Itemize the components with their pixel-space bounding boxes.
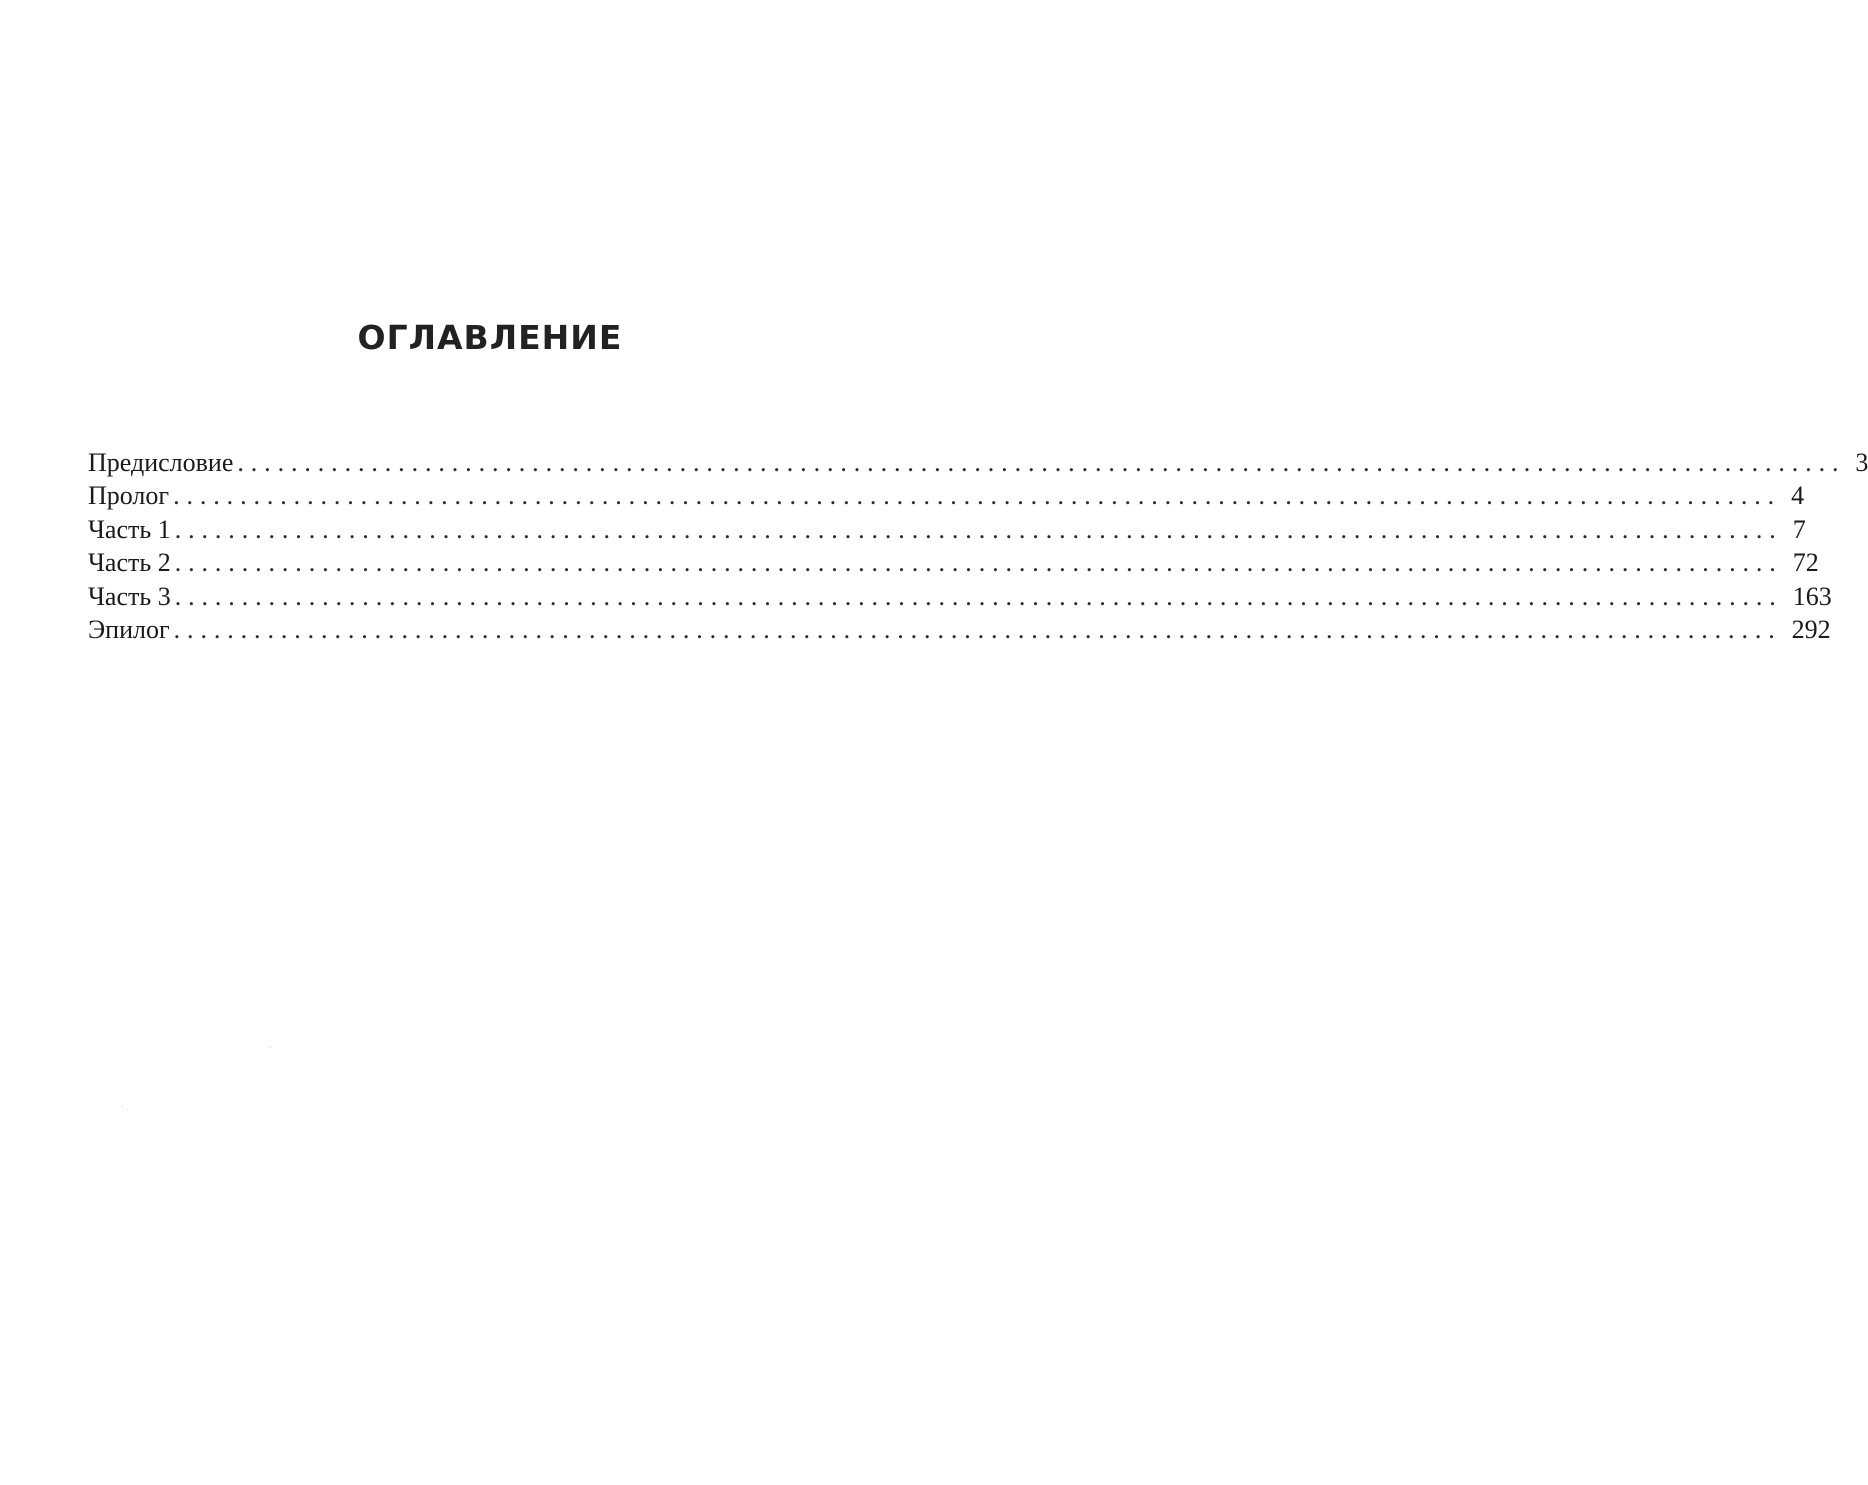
toc-entry-label: Часть 1 <box>88 514 171 544</box>
toc-entry[interactable] <box>88 581 1832 615</box>
toc-entry-page: 163 <box>1792 581 1832 611</box>
dot-leader: ........................................................................................................................ <box>237 448 1846 477</box>
dot-leader: ........................................................................................................................ <box>174 581 1783 611</box>
toc-entry[interactable] <box>88 514 1806 548</box>
toc-entry-label: Эпилог <box>88 614 170 644</box>
toc-entry-page: 292 <box>1791 614 1831 644</box>
toc-entry[interactable] <box>88 548 1819 581</box>
toc-entry-label: Пролог <box>88 481 170 511</box>
toc-entry-label: Часть 3 <box>88 581 171 611</box>
paper-speck <box>270 1047 271 1048</box>
dot-leader: ........................................................................................................................ <box>174 548 1783 578</box>
toc-entry-page: 4 <box>1791 481 1805 511</box>
dot-leader: ........................................................................................................................ <box>173 614 1782 644</box>
toc-entry-label: Часть 2 <box>88 548 171 578</box>
paper-speck <box>122 1106 123 1107</box>
toc-entry-page: 72 <box>1792 548 1819 578</box>
toc-entry-page: 3 <box>1855 448 1868 477</box>
toc-entry-label: Предисловие <box>88 448 234 477</box>
toc-entry[interactable] <box>88 481 1805 514</box>
toc-title: ОГЛАВЛЕНИЕ <box>357 318 623 357</box>
toc-entry-page: 7 <box>1792 514 1806 544</box>
dot-leader: ........................................................................................................................ <box>173 481 1782 511</box>
toc-entry[interactable] <box>88 448 1868 481</box>
toc-entry[interactable] <box>88 614 1831 648</box>
toc-list <box>88 448 1868 648</box>
dot-leader: ........................................................................................................................ <box>174 514 1783 544</box>
